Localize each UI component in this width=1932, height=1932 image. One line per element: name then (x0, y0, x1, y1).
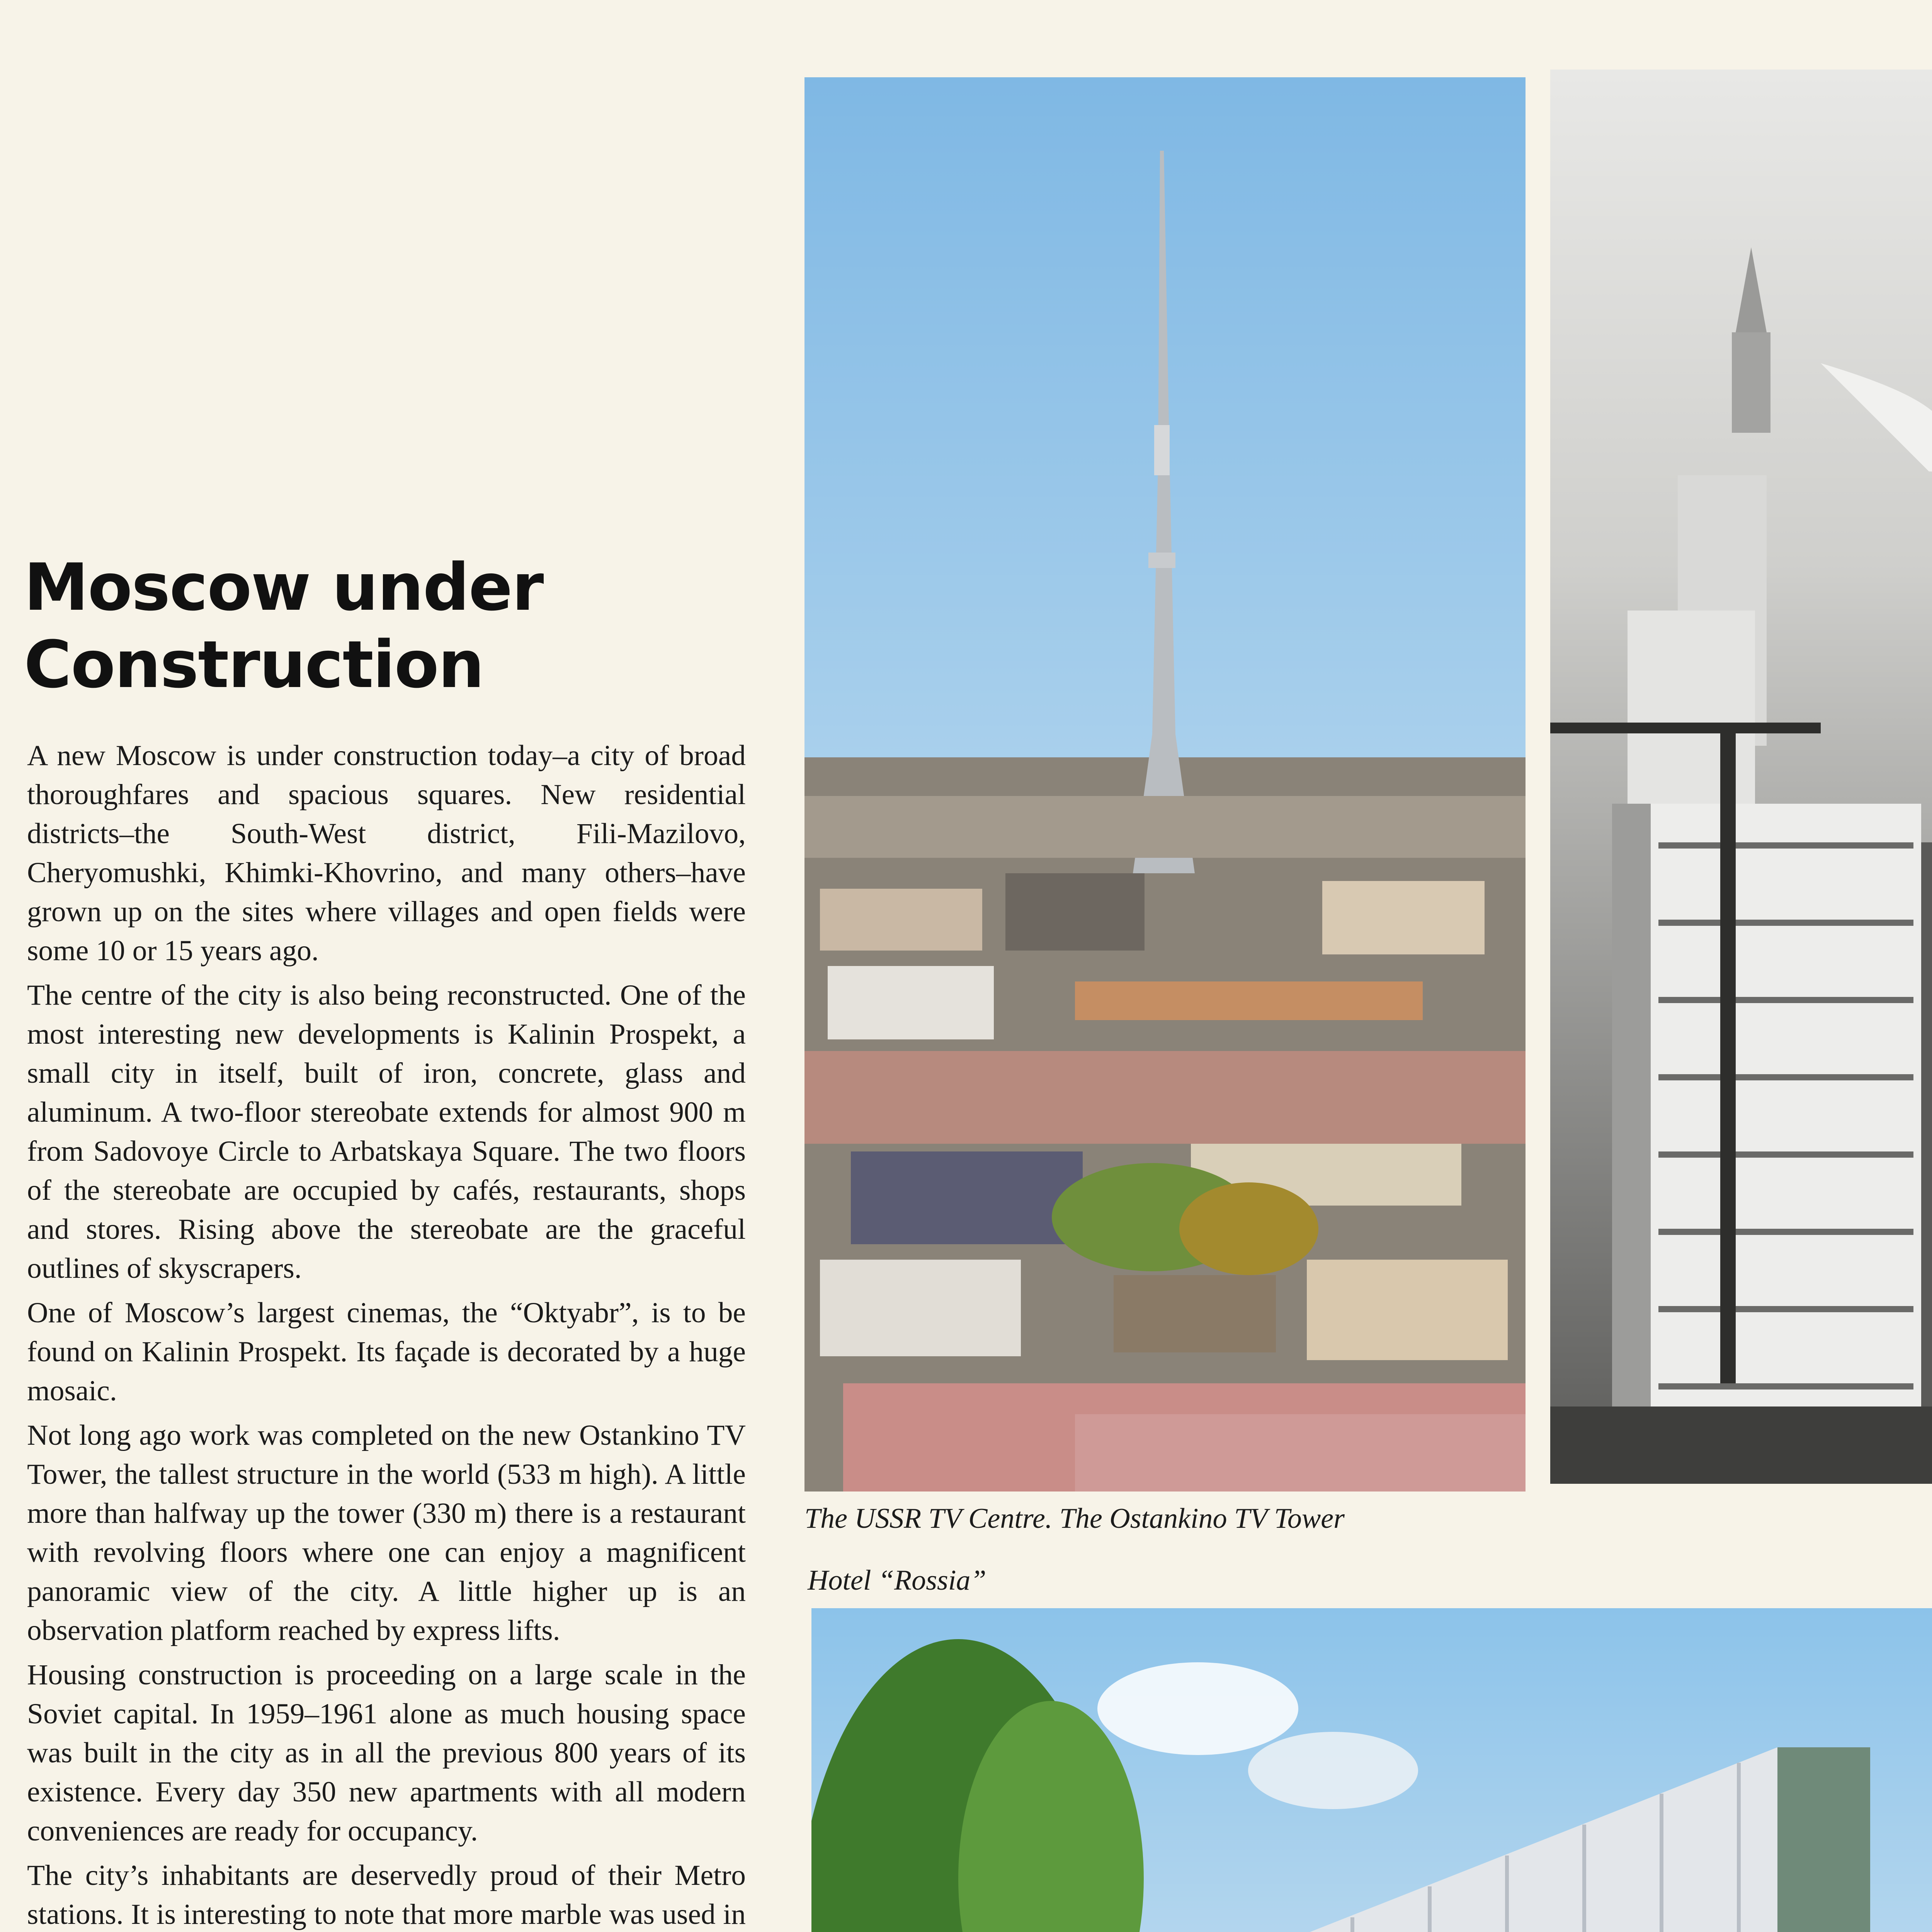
title-line-1: Moscow under (24, 549, 543, 625)
photo-kalinin-prospekt (1550, 70, 1932, 1484)
photo-ostankino-tower (804, 77, 1526, 1492)
page-title (24, 549, 758, 703)
caption-tower: The USSR TV Centre. The Ostankino TV Tower (804, 1503, 1345, 1534)
paragraph: Not long ago work was completed on the new Ostankino TV Tower, the tallest structure in the world (533 m high). A little more than halfway up the tower (330 m) there is a restaurant with revolving floors where one can enjoy a magnificent panoramic view of the city. A little higher up is an observation platform reached by express lifts. (27, 1419, 746, 1646)
paragraph: The city’s inhabitants are deservedly proud of their Metro stations. It is interesting to note that more marble was used in (27, 1859, 746, 1930)
paragraph: A new Moscow is under construction today–a city of broad thoroughfares and spacious squares. New residential districts–the South-West district, Fili-Mazilovo, Cheryomushki, Khimki-Khovrino, and many others–have grown up on the sites where villages and open fields were some 10 or 15 years ago. (27, 740, 746, 967)
title-line-2: Construction (24, 627, 484, 702)
caption-hotel: Hotel “Rossia” (808, 1565, 986, 1596)
paragraph: The centre of the city is also being reconstructed. One of the most interesting new developments is Kalinin Prospekt, a small city in itself, built of iron, concrete, glass and aluminum. A two-floor stereobate extends for almost 900 m from Sadovoye Circle to Arbatskaya Square. The two floors of the stereobate are occupied by cafés, restaurants, shops and stores. Rising above the stereobate are the graceful outlines of skyscrapers. (27, 979, 746, 1284)
photo-hotel-rossia (811, 1608, 1932, 1932)
article-body (27, 736, 746, 1932)
paragraph: Housing construction is proceeding on a large scale in the Soviet capital. In 1959–1961 alone as much housing space was built in the city as in all the previous 800 years of its existence. Every day 350 new apartments with all modern conveniences are ready for occupancy. (27, 1659, 746, 1847)
paragraph: One of Moscow’s largest cinemas, the “Oktyabr”, is to be found on Kalinin Prospekt. Its façade is decorated by a huge mosaic. (27, 1297, 746, 1407)
